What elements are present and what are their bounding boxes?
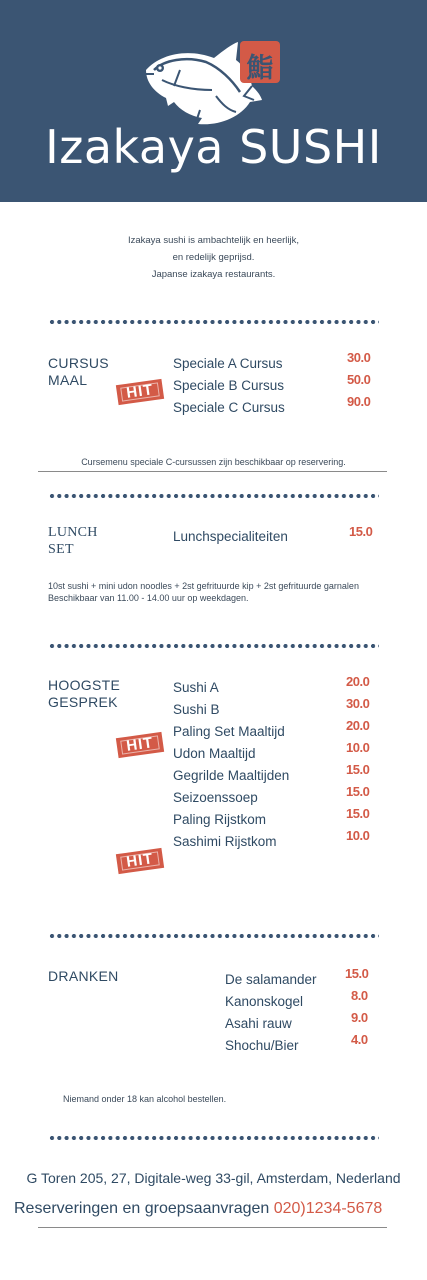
- menu-item-name: Sushi A: [173, 680, 219, 695]
- menu-item-name: Gegrilde Maaltijden: [173, 768, 290, 783]
- note-line: Beschikbaar van 11.00 - 14.00 uur op weekdagen.: [48, 593, 249, 603]
- dotted-divider: [49, 319, 379, 325]
- reservation-label: Reserveringen en groepsaanvragen: [14, 1200, 270, 1217]
- dotted-divider: [49, 643, 379, 649]
- menu-item-price: 10.0: [346, 828, 370, 843]
- menu-item-price: 15.0: [346, 762, 370, 777]
- menu-item-name: Paling Set Maaltijd: [173, 724, 285, 739]
- menu-item-price: 9.0: [351, 1010, 368, 1025]
- header-banner: [0, 0, 427, 202]
- menu-item-name: Sashimi Rijstkom: [173, 834, 277, 849]
- menu-item-name: Asahi rauw: [225, 1016, 292, 1031]
- section-title-course: [48, 355, 109, 389]
- restaurant-address: G Toren 205, 27, Digitale-weg 33-gil, Amsterdam, Nederland: [26, 1170, 401, 1186]
- dotted-divider: [49, 493, 379, 499]
- section-title-line: CURSUS: [48, 355, 109, 371]
- menu-item-name: Sushi B: [173, 702, 220, 717]
- section-title-line: GESPREK: [48, 694, 118, 710]
- hit-badge: [116, 732, 164, 758]
- dotted-divider: [49, 933, 379, 939]
- menu-item-price: 15.0: [346, 784, 370, 799]
- section-title-drinks: DRANKEN: [48, 968, 119, 984]
- menu-item-name: Lunchspecialiteiten: [173, 529, 288, 544]
- intro-line: Izakaya sushi is ambachtelijk en heerlijk,: [127, 235, 300, 246]
- reservation-line: [14, 1200, 424, 1218]
- section-note: [48, 580, 418, 604]
- hit-badge-label: HIT: [125, 734, 155, 755]
- menu-item-price: 20.0: [346, 674, 370, 689]
- menu-item-price: 50.0: [347, 372, 371, 387]
- section-title-line: HOOGSTE: [48, 677, 121, 693]
- section-title-line: MAAL: [48, 372, 88, 388]
- intro-line: en redelijk geprijsd.: [172, 252, 255, 263]
- menu-item-name: Speciale B Cursus: [173, 378, 285, 393]
- dotted-divider: [49, 1135, 379, 1141]
- section-note: Niemand onder 18 kan alcohol bestellen.: [63, 1094, 227, 1104]
- intro-line: Japanse izakaya restaurants.: [151, 269, 276, 280]
- hit-badge: [116, 848, 164, 874]
- menu-item-name: Paling Rijstkom: [173, 812, 267, 827]
- menu-item-price: 15.0: [346, 806, 370, 821]
- note-line: 10st sushi + mini udon noodles + 2st gefrituurde kip + 2st gefrituurde garnalen: [48, 581, 359, 591]
- menu-item-price: 90.0: [347, 394, 371, 409]
- menu-item-price: 15.0: [349, 524, 373, 539]
- section-title-top: [48, 677, 120, 711]
- divider-line: [38, 471, 387, 472]
- menu-item-price: 30.0: [347, 350, 371, 365]
- menu-item-name: Kanonskogel: [225, 994, 304, 1009]
- intro-text: [0, 232, 427, 283]
- hit-badge-label: HIT: [125, 381, 155, 402]
- section-note: Cursemenu speciale C-cursussen zijn beschikbaar op reservering.: [81, 457, 346, 467]
- menu-item-name: Seizoenssoep: [173, 790, 258, 805]
- phone-number[interactable]: 020)1234-5678: [273, 1200, 383, 1217]
- menu-item-price: 15.0: [345, 966, 369, 981]
- menu-item-name: Shochu/Bier: [225, 1038, 299, 1053]
- menu-item-name: Udon Maaltijd: [173, 746, 256, 761]
- menu-item-price: 30.0: [346, 696, 370, 711]
- hit-badge-label: HIT: [125, 850, 155, 871]
- section-title-line: LUNCH: [48, 525, 98, 540]
- menu-item-name: Speciale C Cursus: [173, 400, 285, 415]
- section-title-line: SET: [48, 542, 74, 557]
- menu-item-price: 4.0: [351, 1032, 368, 1047]
- hit-badge: [116, 379, 164, 405]
- menu-item-name: De salamander: [225, 972, 317, 987]
- page-title: Izakaya SUSHI: [45, 120, 382, 174]
- menu-item-name: Speciale A Cursus: [173, 356, 283, 371]
- stamp-character: 鮨: [246, 53, 274, 84]
- menu-item-price: 8.0: [351, 988, 368, 1003]
- section-title-lunch: [48, 524, 98, 558]
- sushi-stamp: [240, 41, 280, 83]
- menu-item-price: 20.0: [346, 718, 370, 733]
- divider-line: [38, 1227, 387, 1228]
- menu-item-price: 10.0: [346, 740, 370, 755]
